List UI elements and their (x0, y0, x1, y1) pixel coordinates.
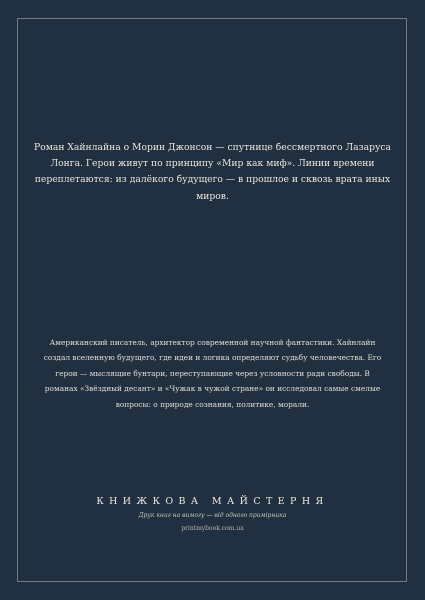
publisher-website: printmybook.com.ua (181, 525, 244, 532)
author-bio: Американский писатель, архитектор современной научной фантастики. Хайнлайн создал вселенную будущего, где идеи и логика определяют судьбу человечества. Его герои — мыслящие бунтари, переступающие через условности ради свободы. В романах «Звёздный десант» и «Чужак в чужой стране» он исследовал самые смелые вопросы: о природе сознания, политике, морали. (43, 338, 382, 409)
publisher-name: КНИЖКОВА МАЙСТЕРНЯ (96, 496, 329, 507)
book-blurb: Роман Хайнлайна о Морин Джонсон — спутнице бессмертного Лазаруса Лонга. Герои живут по принципу «Мир как миф». Линии времени переплетаются: из далёкого будущего — в прошлое и сквозь врата иных миров. (34, 142, 391, 202)
publisher-tagline: Друк книг на вимогу — від одного примірника (138, 512, 287, 519)
